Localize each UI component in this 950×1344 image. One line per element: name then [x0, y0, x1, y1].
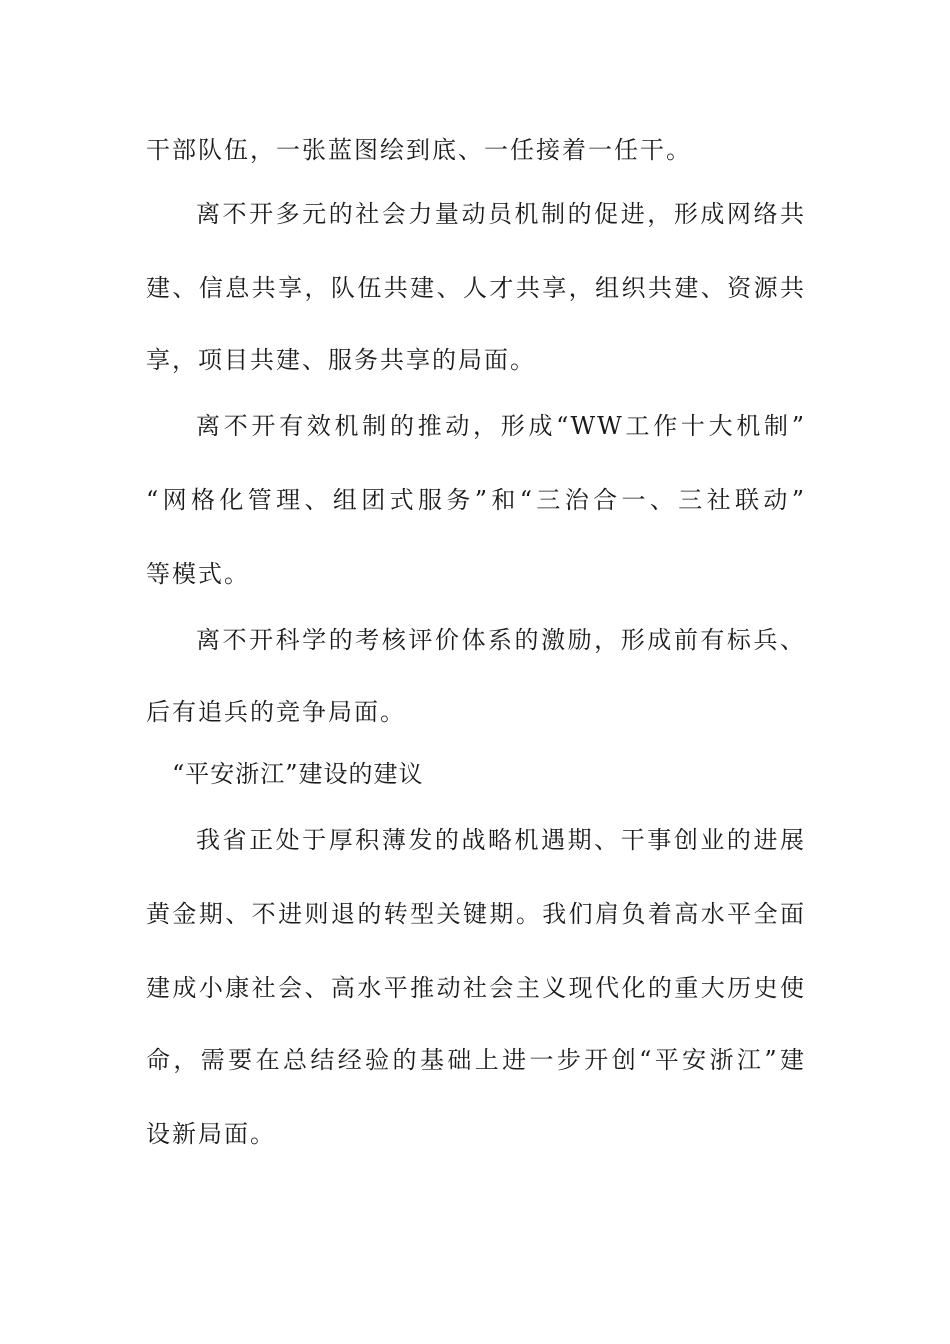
- text-line: “网格化管理、组团式服务”和“三治合一、三社联动”: [146, 486, 806, 514]
- text-line: 命，需要在总结经验的基础上进一步开创“平安浙江”建: [146, 1046, 806, 1074]
- paragraph-first-line: 离不开多元的社会力量动员机制的促进，形成网络共: [196, 200, 806, 228]
- text-line: 建成小康社会、高水平推动社会主义现代化的重大历史使: [146, 974, 806, 1002]
- text-line: 设新局面。: [146, 1120, 276, 1148]
- paragraph-first-line: 我省正处于厚积薄发的战略机遇期、干事创业的进展: [196, 826, 806, 854]
- paragraph-first-line: 离不开有效机制的推动，形成“WW工作十大机制”: [196, 412, 806, 440]
- text-line: 黄金期、不进则退的转型关键期。我们肩负着高水平全面: [146, 900, 806, 928]
- section-heading: “平安浙江”建设的建议: [172, 760, 424, 788]
- text-line: 干部队伍，一张蓝图绘到底、一任接着一任干。: [146, 136, 692, 164]
- text-line: 享，项目共建、服务共享的局面。: [146, 346, 536, 374]
- text-line: 后有追兵的竞争局面。: [146, 698, 406, 726]
- text-line: 建、信息共享，队伍共建、人才共享，组织共建、资源共: [146, 274, 806, 302]
- text-line: 等模式。: [146, 560, 250, 588]
- paragraph-first-line: 离不开科学的考核评价体系的激励，形成前有标兵、: [196, 626, 806, 654]
